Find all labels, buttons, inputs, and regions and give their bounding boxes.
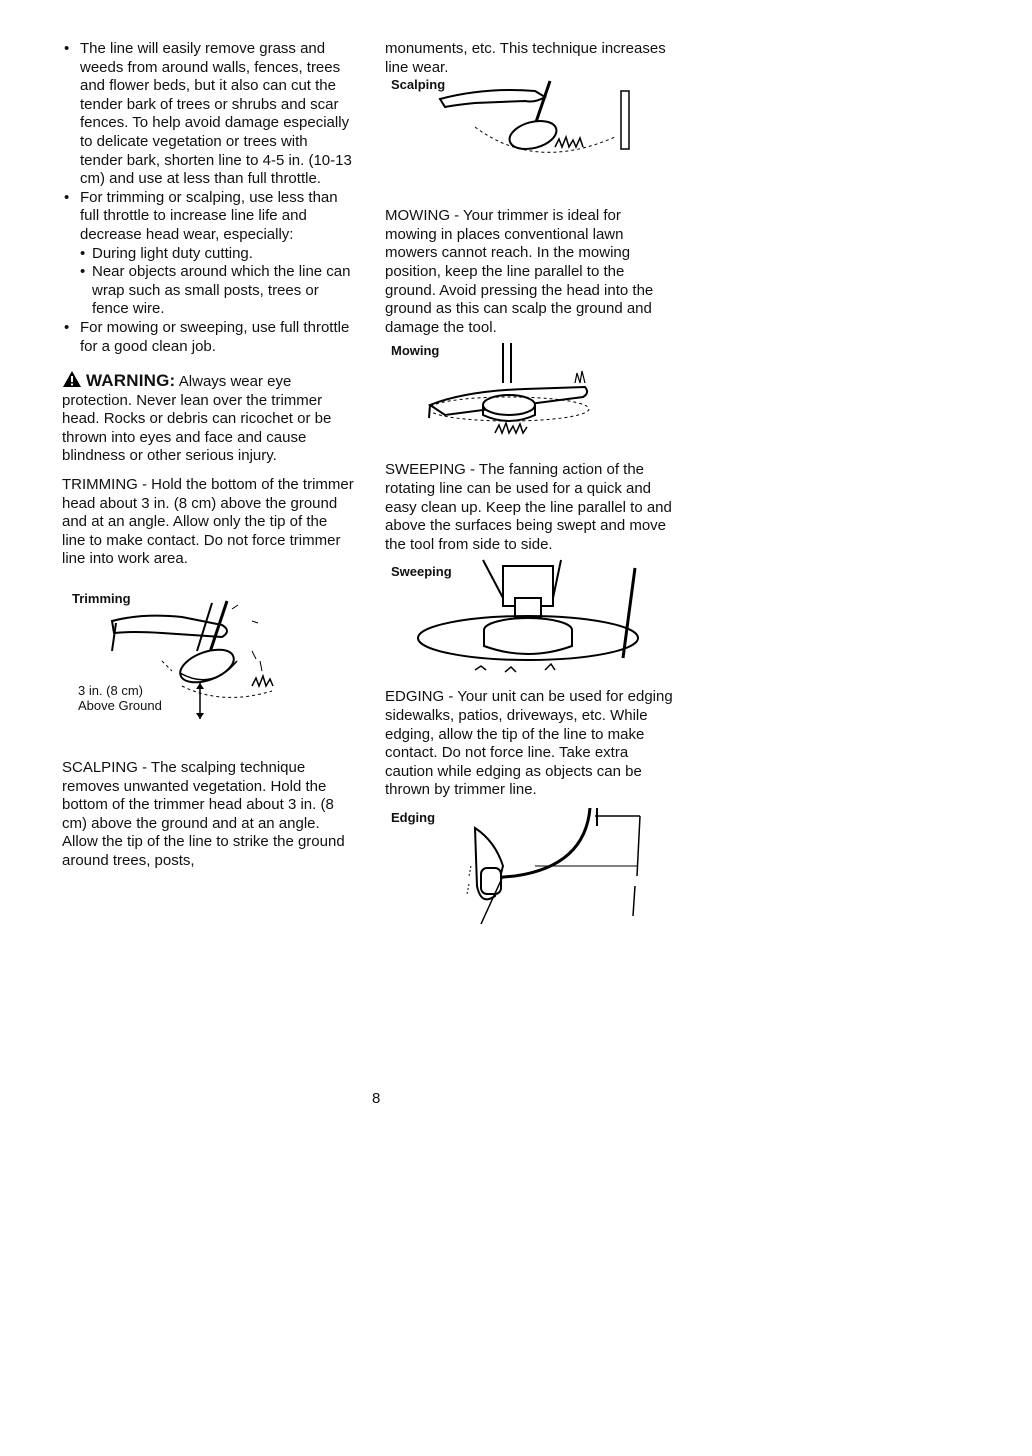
edging-illustration xyxy=(385,806,655,930)
scalping-illustration xyxy=(385,77,645,169)
trimming-paragraph: TRIMMING - Hold the bottom of the trimmer head about 3 in. (8 cm) above the ground and at an angle. Allow only the tip of the line to make contact. Do not force trimmer line into work area. xyxy=(62,476,354,568)
sub-bullet-text: During light duty cutting. xyxy=(92,244,253,262)
trimming-note-height: 3 in. (8 cm) xyxy=(78,683,144,699)
sub-bullet-text: Near objects around which the line can wrap such as small posts, trees or fence wire. xyxy=(92,263,351,318)
trimming-label: Trimming xyxy=(72,591,131,607)
warning-text: Always wear eye protection. Never lean over the trimmer head. Rocks or debris can ricochet or be thrown into eyes and face and cause blindness or other serious injury. xyxy=(62,373,332,465)
trimming-note-ground: Above Ground xyxy=(78,698,162,714)
bullet-item xyxy=(62,40,354,189)
warning-triangle-icon xyxy=(62,370,82,388)
scalping-figure xyxy=(385,77,675,169)
sub-bullet-list xyxy=(80,245,354,319)
sweeping-label: Sweeping xyxy=(391,564,452,580)
bullet-text: For trimming or scalping, use less than full throttle to increase line life and decrease head wear, especially: xyxy=(80,188,338,243)
sub-bullet-item xyxy=(80,263,354,319)
right-column xyxy=(385,40,675,930)
sub-bullet-item xyxy=(80,245,354,264)
warning-block xyxy=(62,370,354,466)
left-column xyxy=(62,40,354,871)
bullet-item xyxy=(62,319,354,356)
scalping-paragraph: SCALPING - The scalping technique removes unwanted vegetation. Hold the bottom of the trimmer head about 3 in. (8 cm) above the ground and at an angle. Allow the tip of the line to strike the ground around trees, posts, xyxy=(62,759,345,869)
mowing-figure xyxy=(385,343,675,453)
bullet-text: The line will easily remove grass and weeds from around walls, fences, trees and flower beds, but it also can cut the tender bark of trees or shrubs and scar fences. To help avoid damage especially to delicate vegetation or trees with tender bark, shorten line to 4-5 in. (10-13 cm) and use at less than full throttle. xyxy=(80,40,352,188)
edging-label: Edging xyxy=(391,809,436,825)
warning-title: WARNING: xyxy=(86,371,176,391)
mowing-paragraph: MOWING - Your trimmer is ideal for mowing in places conventional lawn mowers cannot reach. In the mowing position, keep the line parallel to the ground. Avoid pressing the head into the ground as this can scalp the ground and damage the tool. xyxy=(385,207,654,336)
scalping-label: Scalping xyxy=(391,77,446,93)
mowing-illustration xyxy=(385,343,645,453)
mowing-label: Mowing xyxy=(391,343,440,359)
bullet-text: For mowing or sweeping, use full throttle for a good clean job. xyxy=(80,318,350,355)
sweeping-paragraph: SWEEPING - The fanning action of the rotating line can be used for a quick and easy clean up. Keep the line parallel to and above the surfaces being swept and move the tool from side to side. xyxy=(385,461,672,553)
sweeping-figure xyxy=(385,558,675,682)
trimming-figure xyxy=(62,591,354,731)
edging-figure xyxy=(385,806,675,930)
usage-bullet-list xyxy=(62,40,354,356)
bullet-item xyxy=(62,189,354,319)
edging-paragraph: EDGING - Your unit can be used for edging sidewalks, patios, driveways, etc. While edging, allow the tip of the line to make contact. Do not force line. Take extra caution while edging as objects can be thrown by trimmer line. xyxy=(385,688,673,799)
height-arrow-icon xyxy=(194,681,206,721)
scalping-continued: monuments, etc. This technique increases line wear. xyxy=(385,40,666,76)
page-number: 8 xyxy=(372,1090,381,1107)
sweeping-illustration xyxy=(385,558,655,682)
